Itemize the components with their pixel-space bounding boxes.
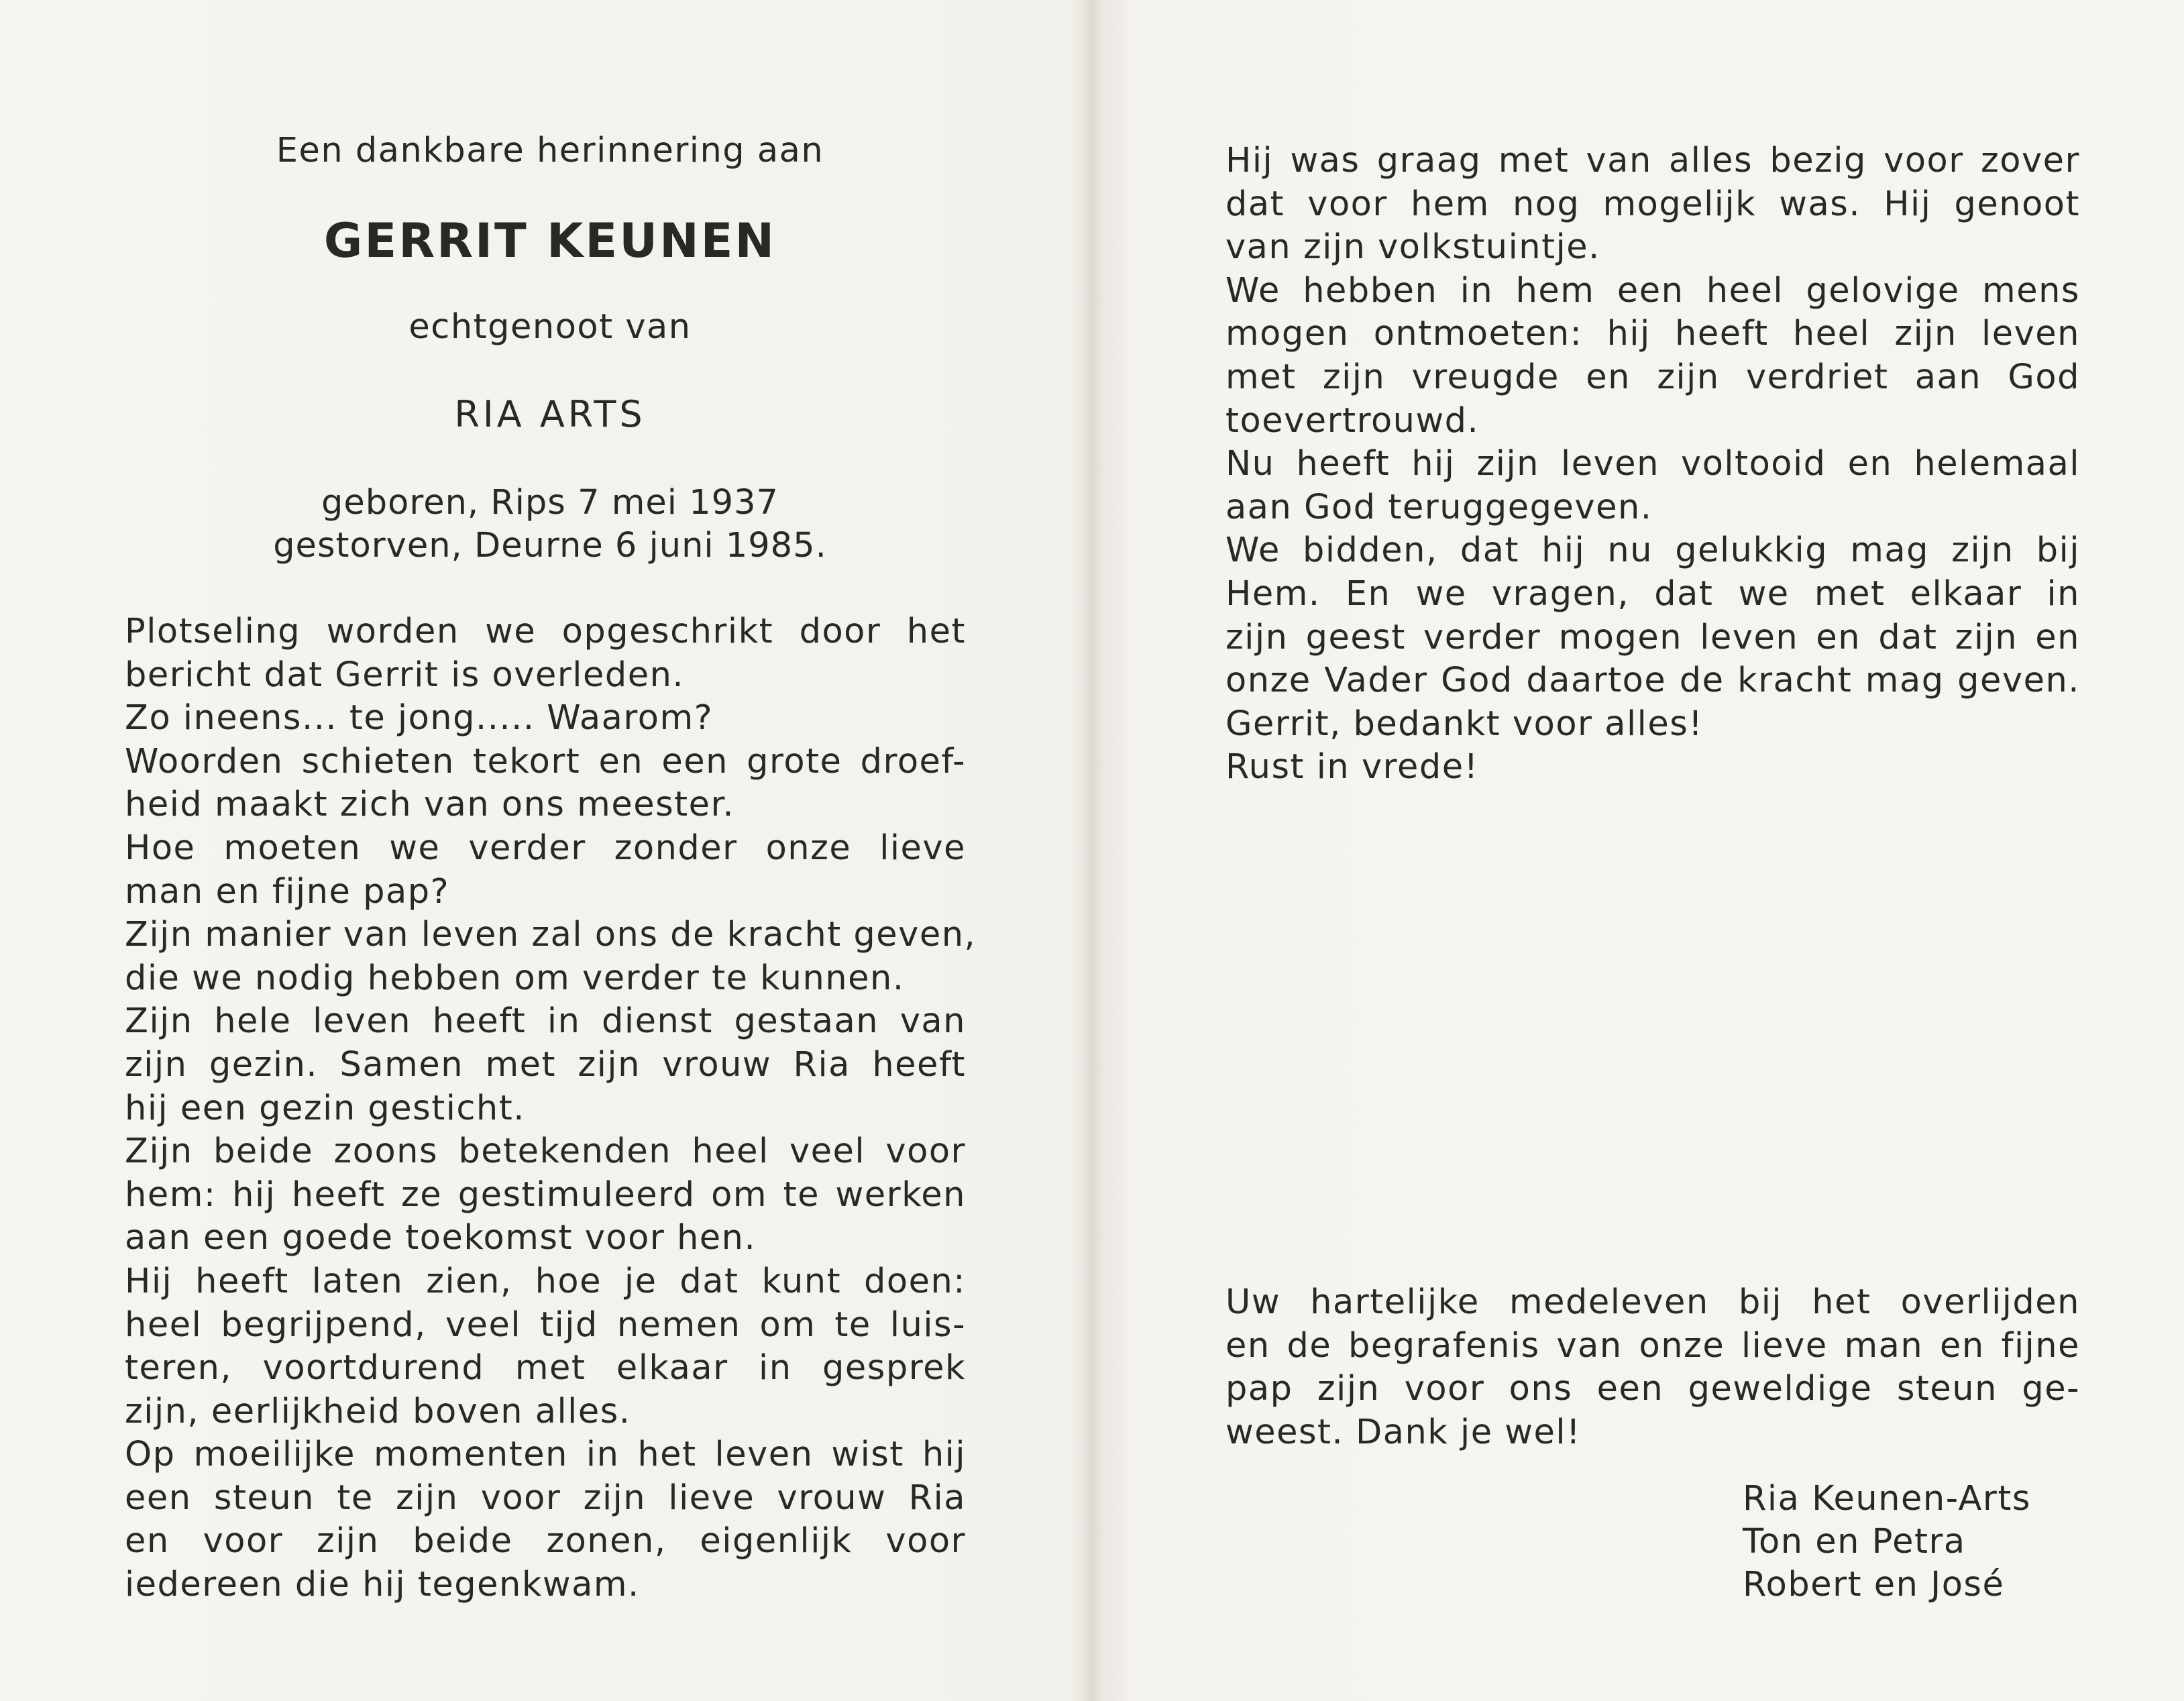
body-line: dat voor hem nog mogelijk was. Hij genoot bbox=[1225, 184, 2080, 224]
right-body-text bbox=[1225, 140, 2080, 789]
body-line: zijn gezin. Samen met zijn vrouw Ria heeft bbox=[125, 1044, 966, 1085]
spouse-name: RIA ARTS bbox=[454, 393, 646, 435]
thanks-line: en de begrafenis van onze lieve man en fijne bbox=[1225, 1325, 2080, 1366]
body-line: Zo ineens... te jong..... Waarom? bbox=[125, 698, 714, 738]
body-line: Plotseling worden we opgeschrikt door het bbox=[125, 612, 966, 651]
body-line: hij een gezin gesticht. bbox=[125, 1088, 525, 1128]
body-line: Zijn manier van leven zal ons de kracht geven, bbox=[125, 915, 977, 955]
thanks-line: weest. Dank je wel! bbox=[1225, 1412, 1582, 1452]
deceased-name: GERRIT KEUNEN bbox=[323, 213, 777, 268]
body-line: Zijn hele leven heeft in dienst gestaan van bbox=[125, 1001, 966, 1042]
left-body-text bbox=[125, 610, 977, 1607]
body-line: van zijn volkstuintje. bbox=[1225, 227, 1600, 268]
body-line: Zijn beide zoons betekenden heel veel voor bbox=[125, 1132, 966, 1172]
body-line: aan God teruggegeven. bbox=[1225, 487, 1653, 527]
body-line: heid maakt zich van ons meester. bbox=[125, 785, 735, 825]
death-line: gestorven, Deurne 6 juni 1985. bbox=[273, 526, 827, 565]
body-line: die we nodig hebben om verder te kunnen. bbox=[125, 958, 905, 998]
body-line: Hem. En we vragen, dat we met elkaar in bbox=[1225, 573, 2080, 614]
body-line: teren, voortdurend met elkaar in gesprek bbox=[125, 1348, 966, 1388]
body-line: bericht dat Gerrit is overleden. bbox=[125, 655, 685, 695]
body-line: onze Vader God daartoe de kracht mag geven. bbox=[1225, 661, 2080, 701]
spouse-label: echtgenoot van bbox=[408, 307, 692, 347]
body-line: Op moeilijke momenten in het leven wist hij bbox=[125, 1435, 966, 1475]
thanks-line: pap zijn voor ons een geweldige steun ge- bbox=[1225, 1369, 2080, 1409]
body-line: Rust in vrede! bbox=[1225, 747, 1479, 787]
right-page bbox=[1093, 0, 2184, 1701]
body-line: heel begrijpend, veel tijd nemen om te luis- bbox=[125, 1305, 966, 1345]
left-page bbox=[0, 0, 1080, 1701]
birth-line: geboren, Rips 7 mei 1937 bbox=[321, 483, 779, 523]
intro-text: Een dankbare herinnering aan bbox=[276, 131, 824, 170]
body-line: hem: hij heeft ze gestimuleerd om te werken bbox=[125, 1174, 966, 1215]
body-line: Nu heeft hij zijn leven voltooid en helemaal bbox=[1225, 444, 2080, 484]
signature-line: Ton en Petra bbox=[1743, 1522, 1966, 1561]
body-line: een steun te zijn voor zijn lieve vrouw Ria bbox=[125, 1478, 966, 1518]
body-line: mogen ontmoeten: hij heeft heel zijn leven bbox=[1225, 314, 2080, 354]
life-dates bbox=[0, 482, 1100, 567]
body-line: Gerrit, bedankt voor alles! bbox=[1225, 704, 1704, 744]
body-line: iedereen die hij tegenkwam. bbox=[125, 1565, 640, 1605]
signature-line: Robert en José bbox=[1743, 1565, 2005, 1604]
body-line: met zijn vreugde en zijn verdriet aan God bbox=[1225, 357, 2080, 397]
body-line: zijn, eerlijkheid boven alles. bbox=[125, 1391, 631, 1431]
body-line: Hij was graag met van alles bezig voor zover bbox=[1225, 141, 2080, 180]
body-line: toevertrouwd. bbox=[1225, 400, 1480, 441]
body-line: zijn geest verder mogen leven en dat zijn en bbox=[1225, 617, 2080, 657]
signature-line: Ria Keunen-Arts bbox=[1743, 1479, 2031, 1519]
body-line: Hij heeft laten zien, hoe je dat kunt doen: bbox=[125, 1261, 966, 1301]
body-line: Hoe moeten we verder zonder onze lieve bbox=[125, 828, 966, 868]
thanks-text bbox=[1225, 1281, 2080, 1454]
body-line: We hebben in hem een heel gelovige mens bbox=[1225, 270, 2080, 311]
body-line: Woorden schieten tekort en een grote droef- bbox=[125, 741, 966, 781]
body-line: We bidden, dat hij nu gelukkig mag zijn bij bbox=[1225, 531, 2080, 571]
body-line: man en fijne pap? bbox=[125, 871, 450, 912]
thanks-line: Uw hartelijke medeleven bij het overlijden bbox=[1225, 1282, 2080, 1322]
body-line: aan een goede toekomst voor hen. bbox=[125, 1218, 757, 1258]
signature-block bbox=[1743, 1478, 2031, 1606]
body-line: en voor zijn beide zonen, eigenlijk voor bbox=[125, 1521, 966, 1561]
